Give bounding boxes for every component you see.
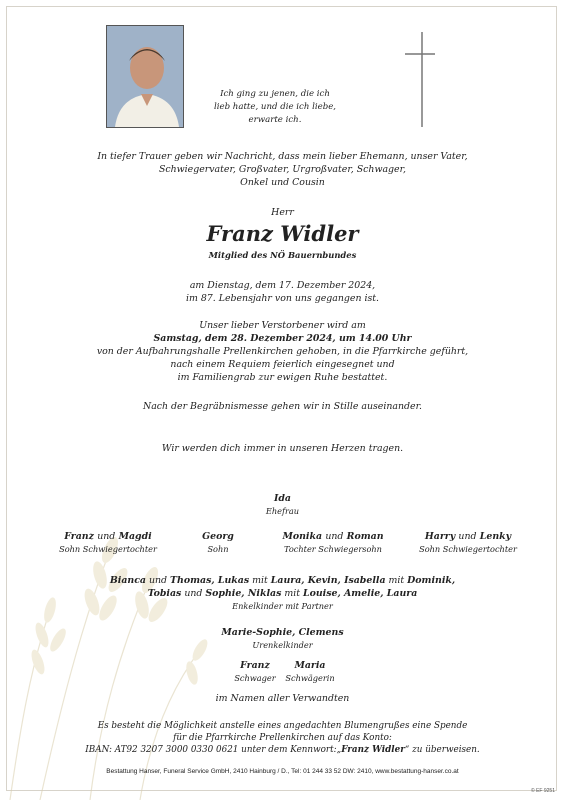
death-line: am Dienstag, dem 17. Dezember 2024, bbox=[189, 280, 376, 291]
relation-roles: Sohn bbox=[207, 544, 229, 554]
in-law-role: Schwägerin bbox=[285, 673, 335, 683]
motto-line: lieb hatte, und die ich liebe, bbox=[213, 102, 337, 112]
conjunction: und bbox=[146, 575, 171, 586]
partner-name: Roman bbox=[346, 531, 384, 542]
in-law bbox=[225, 660, 285, 684]
death-line: im 87. Lebensjahr von uns gegangen ist. bbox=[185, 293, 380, 304]
donation-line: Es besteht die Möglichkeit anstelle eines angedachten Blumengrußes eine Spende bbox=[97, 721, 468, 731]
membership: Mitglied des NÖ Bauernbundes bbox=[208, 250, 357, 260]
grandchild-name: Thomas, Lukas bbox=[170, 575, 250, 586]
in-law-name: Maria bbox=[294, 660, 326, 671]
in-law-name: Franz bbox=[240, 660, 270, 671]
motto bbox=[205, 88, 345, 127]
donation-line: für die Pfarrkirche Prellenkirchen auf das Konto: bbox=[173, 733, 392, 743]
funeral-line: nach einem Requiem feierlich eingesegnet und bbox=[170, 359, 395, 370]
conjunction: mit bbox=[249, 575, 271, 586]
relation-roles: Tochter Schwiegersohn bbox=[284, 544, 382, 554]
grandchildren-role: Enkelkinder mit Partner bbox=[232, 601, 333, 611]
children-group bbox=[268, 531, 398, 555]
intro-line: Onkel und Cousin bbox=[240, 177, 325, 188]
relation-roles: Sohn Schwiegertochter bbox=[59, 544, 157, 554]
grandchild-name: Laura, Kevin, Isabella bbox=[270, 575, 386, 586]
funeral-date: Samstag, dem 28. Dezember 2024, um 14.00 Uhr bbox=[153, 333, 412, 344]
funeral-line: Unser lieber Verstorbener wird am bbox=[199, 320, 366, 331]
grandchildren-line bbox=[0, 574, 565, 587]
cross-icon bbox=[405, 32, 435, 127]
grandchildren-line bbox=[0, 587, 565, 600]
motto-line: Ich ging zu jenen, die ich bbox=[220, 89, 330, 99]
conjunction: und bbox=[325, 531, 344, 542]
iban-text: IBAN: AT92 3207 3000 0330 0621 unter dem Kennwort:„ bbox=[85, 745, 342, 755]
wife-name: Ida bbox=[273, 493, 291, 504]
funeral-line: von der Aufbahrungshalle Prellenkirchen gehoben, in die Pfarrkirche geführt, bbox=[96, 346, 469, 357]
grandchild-name: Bianca bbox=[109, 575, 146, 586]
template-code: © EF 9251 bbox=[531, 788, 555, 794]
grandchild-name: Tobias bbox=[147, 588, 182, 599]
intro-line: Schwiegervater, Großvater, Urgroßvater, Schwager, bbox=[158, 164, 407, 175]
intro-line: In tiefer Trauer geben wir Nachricht, dass mein lieber Ehemann, unser Vater, bbox=[97, 151, 468, 162]
footer: Bestattung Hanser, Funeral Service GmbH, 2410 Hainburg / D., Tel: 01 244 33 52 DW: 2410, www.bestattung-hanser.co.at bbox=[106, 768, 459, 775]
children-group bbox=[48, 531, 168, 555]
conjunction: mit bbox=[281, 588, 304, 599]
salutation: Herr bbox=[271, 207, 294, 218]
motto-line: erwarte ich. bbox=[248, 115, 302, 125]
iban-suffix: “ zu überweisen. bbox=[404, 745, 480, 755]
children-group bbox=[408, 531, 528, 555]
conjunction: und bbox=[97, 531, 116, 542]
grandchild-name: Sophie, Niklas bbox=[205, 588, 282, 599]
relation-roles: Sohn Schwiegertochter bbox=[419, 544, 517, 554]
in-law-role: Schwager bbox=[234, 673, 276, 683]
grandchild-name: Louise, Amelie, Laura bbox=[303, 588, 418, 599]
great-grandchildren-names: Marie-Sophie, Clemens bbox=[221, 627, 344, 638]
in-law bbox=[280, 660, 340, 684]
child-name: Franz bbox=[64, 531, 94, 542]
partner-name: Lenky bbox=[479, 531, 512, 542]
great-grandchildren-role: Urenkelkinder bbox=[252, 640, 313, 650]
memory-line: Wir werden dich immer in unseren Herzen tragen. bbox=[161, 443, 404, 454]
conjunction: und bbox=[181, 588, 206, 599]
partner-name: Magdi bbox=[118, 531, 152, 542]
child-name: Harry bbox=[424, 531, 456, 542]
relatives-line: im Namen aller Verwandten bbox=[215, 693, 350, 704]
children-group bbox=[178, 531, 258, 555]
child-name: Georg bbox=[202, 531, 234, 542]
wife-role: Ehefrau bbox=[265, 506, 300, 516]
conjunction: mit bbox=[385, 575, 408, 586]
portrait-photo bbox=[106, 25, 184, 128]
iban-line bbox=[0, 744, 565, 757]
funeral-line: im Familiengrab zur ewigen Ruhe bestattet. bbox=[177, 372, 388, 383]
after-mass: Nach der Begräbnismesse gehen wir in Stille auseinander. bbox=[142, 401, 422, 412]
child-name: Monika bbox=[282, 531, 323, 542]
iban-keyword: Franz Widler bbox=[341, 745, 405, 755]
deceased-name: Franz Widler bbox=[206, 221, 359, 246]
conjunction: und bbox=[458, 531, 477, 542]
grandchild-name: Dominik, bbox=[407, 575, 456, 586]
